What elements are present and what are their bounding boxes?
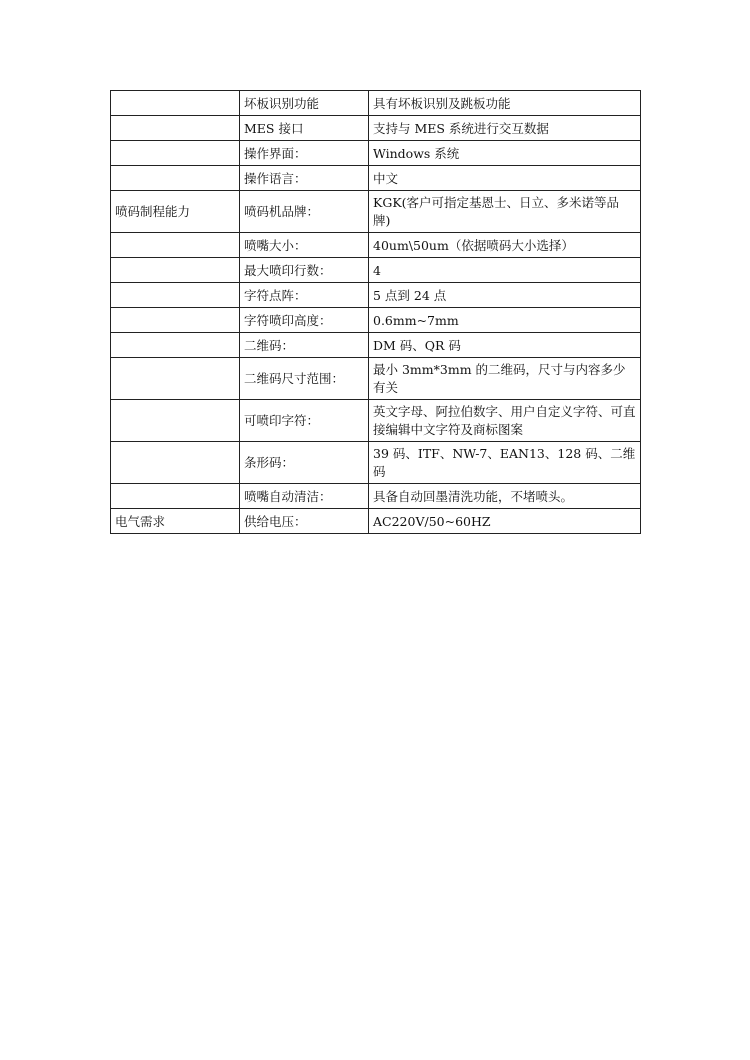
value-cell: 支持与 MES 系统进行交互数据 (369, 116, 641, 141)
category-cell (111, 484, 240, 509)
table-row (111, 191, 641, 233)
table-row (111, 166, 641, 191)
item-cell: 字符点阵： (240, 283, 369, 308)
value-cell: AC220V/50~60HZ (369, 509, 641, 534)
table-row (111, 141, 641, 166)
table-row (111, 400, 641, 442)
category-cell: 喷码制程能力 (111, 191, 240, 233)
value-cell: 最小 3mm*3mm 的二维码，尺寸与内容多少有关 (369, 358, 641, 400)
category-cell (111, 258, 240, 283)
category-cell (111, 358, 240, 400)
value-cell: 40um\50um（依据喷码大小选择） (369, 233, 641, 258)
value-cell: 具备自动回墨清洗功能，不堵喷头。 (369, 484, 641, 509)
item-cell: 喷码机品牌： (240, 191, 369, 233)
category-cell (111, 141, 240, 166)
value-cell: 4 (369, 258, 641, 283)
category-cell (111, 283, 240, 308)
value-cell: 具有坏板识别及跳板功能 (369, 91, 641, 116)
value-cell: KGK(客户可指定基恩士、日立、多米诺等品牌) (369, 191, 641, 233)
category-cell (111, 91, 240, 116)
table-row (111, 116, 641, 141)
table-row (111, 258, 641, 283)
item-cell: 字符喷印高度： (240, 308, 369, 333)
item-cell: 喷嘴自动清洁： (240, 484, 369, 509)
table-row (111, 233, 641, 258)
category-cell: 电气需求 (111, 509, 240, 534)
item-cell: 条形码： (240, 442, 369, 484)
item-cell: 喷嘴大小： (240, 233, 369, 258)
value-cell: 中文 (369, 166, 641, 191)
item-cell: 坏板识别功能 (240, 91, 369, 116)
value-cell: 英文字母、阿拉伯数字、用户自定义字符、可直接编辑中文字符及商标图案 (369, 400, 641, 442)
table-row (111, 308, 641, 333)
item-cell: 供给电压： (240, 509, 369, 534)
category-cell (111, 442, 240, 484)
table-row (111, 442, 641, 484)
item-cell: 最大喷印行数： (240, 258, 369, 283)
item-cell: 操作语言： (240, 166, 369, 191)
category-cell (111, 308, 240, 333)
item-cell: 二维码尺寸范围： (240, 358, 369, 400)
category-cell (111, 116, 240, 141)
table-row (111, 484, 641, 509)
value-cell: 39 码、ITF、NW-7、EAN13、128 码、二维码 (369, 442, 641, 484)
category-cell (111, 333, 240, 358)
item-cell: MES 接口 (240, 116, 369, 141)
table-row (111, 91, 641, 116)
table-row (111, 509, 641, 534)
table-row (111, 283, 641, 308)
category-cell (111, 400, 240, 442)
category-cell (111, 233, 240, 258)
value-cell: 0.6mm~7mm (369, 308, 641, 333)
value-cell: DM 码、QR 码 (369, 333, 641, 358)
spec-table (110, 90, 641, 534)
item-cell: 操作界面： (240, 141, 369, 166)
item-cell: 可喷印字符： (240, 400, 369, 442)
table-row (111, 358, 641, 400)
table-row (111, 333, 641, 358)
category-cell (111, 166, 240, 191)
item-cell: 二维码： (240, 333, 369, 358)
value-cell: 5 点到 24 点 (369, 283, 641, 308)
value-cell: Windows 系统 (369, 141, 641, 166)
